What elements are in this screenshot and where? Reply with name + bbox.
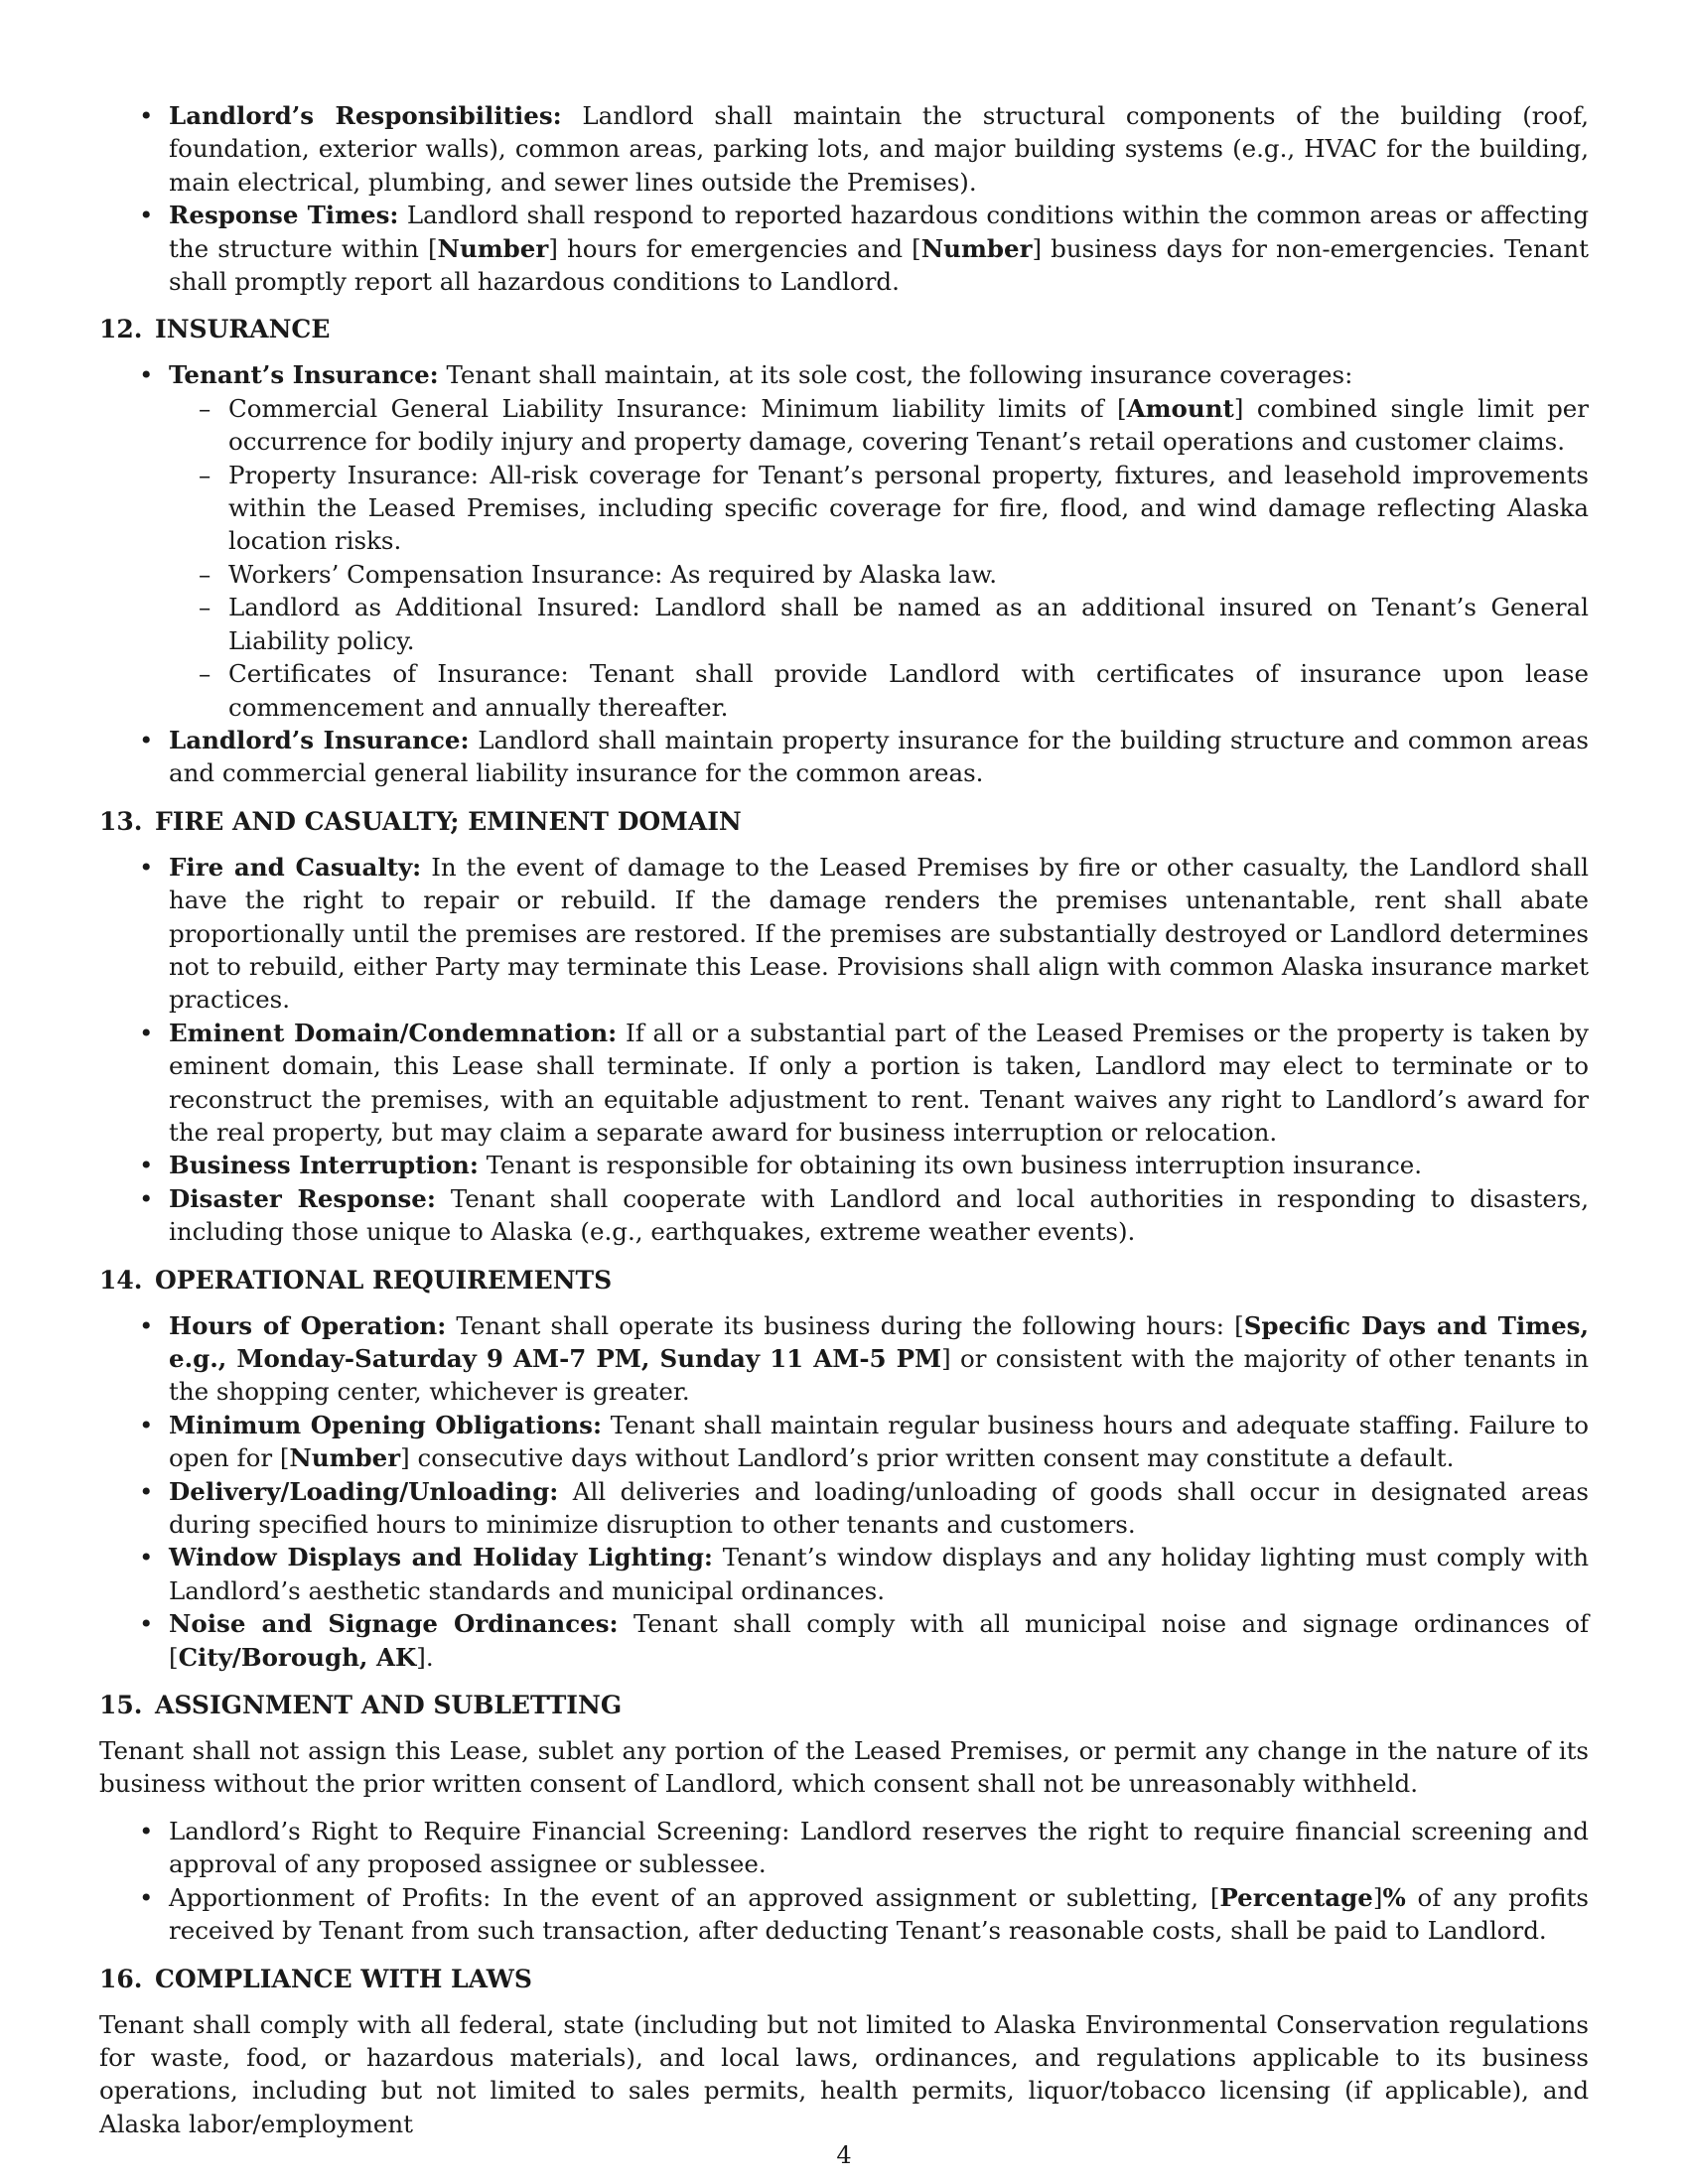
operational-list [99, 1309, 1589, 1674]
sub-item-workers-comp: – Workers’ Compensation Insurance: As required by Alaska law. [228, 558, 1589, 591]
section-heading-fire-casualty: 13. FIRE AND CASUALTY; EMINENT DOMAIN [99, 806, 742, 836]
fire-casualty-list [99, 851, 1589, 1249]
sub-item-additional-insured: – Landlord as Additional Insured: Landlord shall be named as an additional insured on Tenant’s General Liability policy. [228, 591, 1589, 657]
assignment-list [99, 1815, 1589, 1948]
bullet-landlord-insurance: • Landlord’s Insurance: Landlord shall maintain property insurance for the building structure and common areas and commercial general liability insurance for the common areas. [169, 724, 1589, 790]
section-heading-compliance: 16. COMPLIANCE WITH LAWS [99, 1964, 532, 1993]
bullet-noise-signage: • Noise and Signage Ordinances: Tenant shall comply with all municipal noise and signage ordinances of [City/Borough, AK]. [169, 1607, 1589, 1674]
sub-item-property-insurance: – Property Insurance: All-risk coverage for Tenant’s personal property, fixtures, and leasehold improvements within the Leased Premises, including specific coverage for fire, flood, and wind damage reflecting Alaska location risks. [228, 459, 1589, 558]
bullet-business-interruption: • Business Interruption: Tenant is responsible for obtaining its own business interruption insurance. [169, 1149, 1589, 1181]
bullet-landlord-responsibilities: • Landlord’s Responsibilities: Landlord shall maintain the structural components of the building (roof, foundation, exterior walls), common areas, parking lots, and major building systems (e.g., HVAC for the building, main electrical, plumbing, and sewer lines outside the Premises). [169, 99, 1589, 199]
insurance-sub-list [169, 392, 1589, 724]
document-page [99, 99, 1589, 2140]
bullet-fire-and-casualty: • Fire and Casualty: In the event of damage to the Leased Premises by fire or other casualty, the Landlord shall have the right to repair or rebuild. If the damage renders the premises untenantable, rent shall abate proportionally until the premises are restored. If the premises are substantially destroyed or Landlord determines not to rebuild, either Party may terminate this Lease. Provisions shall align with common Alaska insurance market practices. [169, 851, 1589, 1017]
assignment-paragraph: Tenant shall not assign this Lease, sublet any portion of the Leased Premises, or permit any change in the nature of its business without the prior written consent of Landlord, which consent shall not be unreasonably withheld. [99, 1736, 1589, 1799]
bullet-response-times: • Response Times: Landlord shall respond to reported hazardous conditions within the common areas or affecting the structure within [Number] hours for emergencies and [Number] business days for non-emergencies. Tenant shall promptly report all hazardous conditions to Landlord. [169, 199, 1589, 298]
page-number: 4 [836, 2141, 852, 2169]
bullet-apportionment-profits: • Apportionment of Profits: In the event of an approved assignment or subletting, [Percentage]% of any profits received by Tenant from such transaction, after deducting Tenant’s reasonable costs, shall be paid to Landlord. [169, 1881, 1589, 1948]
sub-item-general-liability: – Commercial General Liability Insurance: Minimum liability limits of [Amount] combined single limit per occurrence for bodily injury and property damage, covering Tenant’s retail operations and customer claims. [228, 392, 1589, 459]
bullet-tenant-insurance: • Tenant’s Insurance: Tenant shall maintain, at its sole cost, the following insurance coverages: – Commercial General Liability Insurance: Minimum liability limits of [Amount] combined single limit per occurrence for bodily injury and property damage, covering Tenant’s retail operations and customer claims. – Property Insurance: All-risk coverage for Tenant’s personal property, fixtures, and leasehold improvements within the Leased Premises, including specific coverage for fire, flood, and wind damage reflecting Alaska location risks. – Workers’ Compensation Insurance: As required by Alaska law. – Landlord as Additional Insured: Landlord shall be named as an additional insured on Tenant’s General Liability policy. – Certificates of Insurance: Tenant shall provide Landlord with certificates of insurance upon lease commencement and annually thereafter. [169, 358, 1589, 723]
compliance-paragraph: Tenant shall comply with all federal, state (including but not limited to Alaska Environmental Conservation regulations for waste, food, or hazardous materials), and local laws, ordinances, and regulations applicable to its business operations, including but not limited to sales permits, health permits, liquor/tobacco licensing (if applicable), and Alaska labor/employment [99, 2009, 1589, 2138]
bullet-hours-of-operation: • Hours of Operation: Tenant shall operate its business during the following hours: [Specific Days and Times, e.g., Monday-Saturday 9 AM-7 PM, Sunday 11 AM-5 PM] or consistent with the majority of other tenants in the shopping center, whichever is greater. [169, 1309, 1589, 1409]
section-heading-assignment: 15. ASSIGNMENT AND SUBLETTING [99, 1691, 623, 1720]
bullet-disaster-response: • Disaster Response: Tenant shall cooperate with Landlord and local authorities in responding to disasters, including those unique to Alaska (e.g., earthquakes, extreme weather events). [169, 1182, 1589, 1249]
section-heading-insurance: 12. INSURANCE [99, 315, 331, 344]
bullet-minimum-opening: • Minimum Opening Obligations: Tenant shall maintain regular business hours and adequate staffing. Failure to open for [Number] consecutive days without Landlord’s prior written consent may constitute a default. [169, 1409, 1589, 1475]
bullet-delivery-loading: • Delivery/Loading/Unloading: All deliveries and loading/unloading of goods shall occur in designated areas during specified hours to minimize disruption to other tenants and customers. [169, 1475, 1589, 1542]
bullet-eminent-domain: • Eminent Domain/Condemnation: If all or a substantial part of the Leased Premises or the property is taken by eminent domain, this Lease shall terminate. If only a portion is taken, Landlord may elect to terminate or to reconstruct the premises, with an equitable adjustment to rent. Tenant waives any right to Landlord’s award for the real property, but may claim a separate award for business interruption or relocation. [169, 1017, 1589, 1150]
intro-bullet-list [99, 99, 1589, 298]
insurance-list [99, 358, 1589, 789]
bullet-financial-screening: • Landlord’s Right to Require Financial Screening: Landlord reserves the right to require financial screening and approval of any proposed assignee or sublessee. [169, 1815, 1589, 1881]
sub-item-certificates: – Certificates of Insurance: Tenant shall provide Landlord with certificates of insurance upon lease commencement and annually thereafter. [228, 657, 1589, 724]
section-heading-operational: 14. OPERATIONAL REQUIREMENTS [99, 1265, 613, 1295]
bullet-window-displays: • Window Displays and Holiday Lighting: Tenant’s window displays and any holiday lighting must comply with Landlord’s aesthetic standards and municipal ordinances. [169, 1541, 1589, 1607]
